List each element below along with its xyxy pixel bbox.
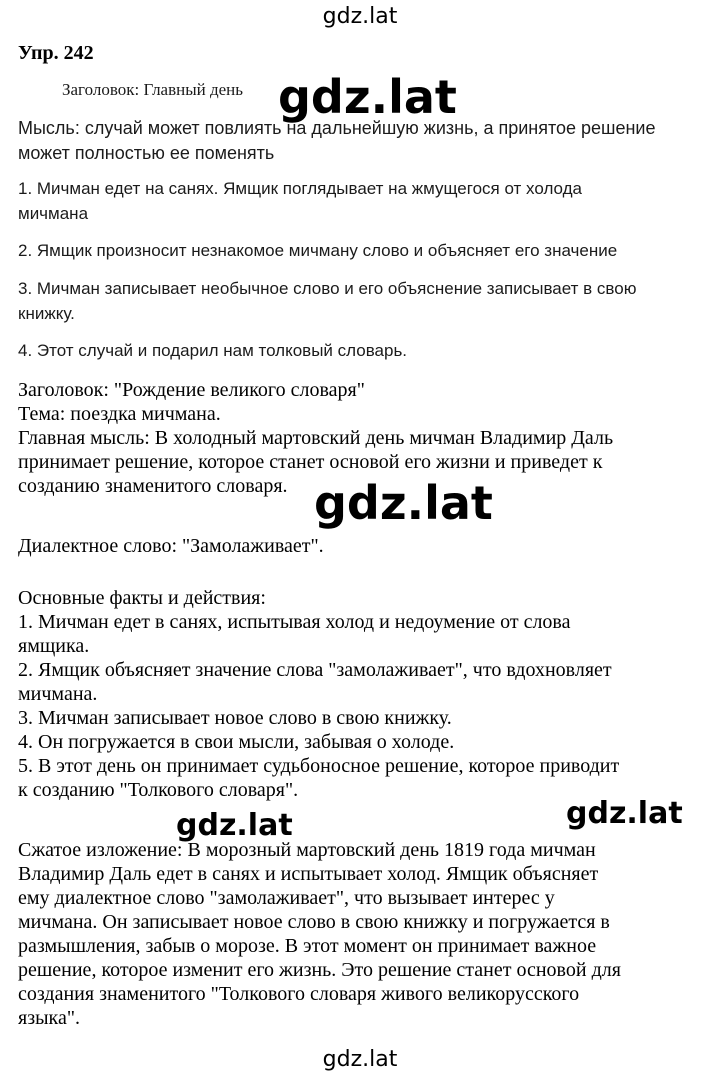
typed-idea-line-3: созданию знаменитого словаря.	[18, 475, 288, 497]
typed-facts	[18, 586, 698, 802]
typed-idea-line-1: Главная мысль: В холодный мартовский день мичман Владимир Даль	[18, 427, 614, 449]
scan-thought	[18, 116, 698, 166]
typed-summary-line: решение, которое изменит его жизнь. Это решение станет основой для	[18, 959, 621, 981]
scan-thought-line-1: Мысль: случай может повлиять на дальнейшую жизнь, а принятое решение	[18, 118, 656, 138]
typed-fact-line: 4. Он погружается в свои мысли, забывая о холоде.	[18, 731, 455, 753]
typed-dialect: Диалектное слово: "Замолаживает".	[18, 535, 324, 557]
typed-fact-line: 2. Ямщик объясняет значение слова "замолаживает", что вдохновляет	[18, 659, 612, 681]
scan-point-4-line-1: 4. Этот случай и подарил нам толковый словарь.	[18, 341, 408, 360]
typed-fact-line: 5. В этот день он принимает судьбоносное решение, которое приводит	[18, 755, 620, 777]
typed-summary-line: Владимир Даль едет в санях и испытывает холод. Ямщик объясняет	[18, 863, 599, 885]
typed-summary	[18, 838, 698, 1030]
watermark-big-1: gdz.lat	[278, 70, 457, 124]
typed-fact-line: 1. Мичман едет в санях, испытывая холод и недоумение от слова	[18, 611, 571, 633]
typed-summary-line: Сжатое изложение: В морозный мартовский день 1819 года мичман	[18, 839, 596, 861]
scan-heading: Заголовок: Главный день	[62, 80, 244, 99]
typed-fact-line: к созданию "Толкового словаря".	[18, 779, 299, 801]
scan-point-1	[18, 176, 698, 226]
scan-thought-line-2: может полностью ее поменять	[18, 143, 275, 163]
typed-heading: Заголовок: "Рождение великого словаря"	[18, 379, 365, 401]
typed-summary-line: языка".	[18, 1007, 80, 1029]
exercise-title: Упр. 242	[18, 42, 94, 64]
scan-point-3	[18, 276, 698, 326]
typed-summary-line: ему диалектное слово "замолаживает", что вызывает интерес у	[18, 887, 555, 909]
watermark-top: gdz.lat	[322, 4, 398, 29]
scan-point-3-line-2: книжку.	[18, 304, 75, 323]
typed-fact-line: мичмана.	[18, 683, 98, 705]
watermark-big-2: gdz.lat	[314, 476, 493, 530]
scan-point-1-line-1: 1. Мичман едет на санях. Ямщик поглядывает на жмущегося от холода	[18, 179, 583, 198]
watermark-mid-left: gdz.lat	[176, 808, 293, 843]
typed-topic: Тема: поездка мичмана.	[18, 403, 221, 425]
scan-point-2	[18, 238, 698, 263]
typed-idea-line-2: принимает решение, которое станет основой его жизни и приведет к	[18, 451, 603, 473]
watermark-bottom: gdz.lat	[322, 1047, 398, 1072]
typed-summary-line: создания знаменитого "Толкового словаря живого великорусского	[18, 983, 580, 1005]
typed-summary-line: размышления, забыв о морозе. В этот момент он принимает важное	[18, 935, 597, 957]
typed-summary-line: мичмана. Он записывает новое слово в свою книжку и погружается в	[18, 911, 610, 933]
typed-facts-heading: Основные факты и действия:	[18, 587, 266, 609]
scan-point-4	[18, 338, 698, 363]
typed-fact-line: 3. Мичман записывает новое слово в свою книжку.	[18, 707, 452, 729]
scan-point-1-line-2: мичмана	[18, 204, 89, 223]
scan-point-3-line-1: 3. Мичман записывает необычное слово и его объяснение записывает в свою	[18, 279, 637, 298]
scan-point-2-line-1: 2. Ямщик произносит незнакомое мичману слово и объясняет его значение	[18, 241, 618, 260]
typed-fact-line: ямщика.	[18, 635, 90, 657]
watermark-mid-right: gdz.lat	[566, 796, 683, 831]
